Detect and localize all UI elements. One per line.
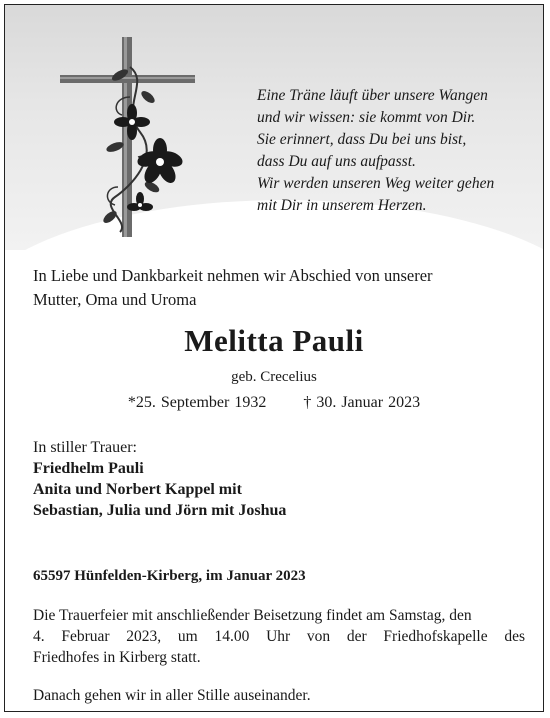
funeral-line: Die Trauerfeier mit anschließender Beisetzung findet am Samstag, den xyxy=(33,607,472,624)
poem-line: und wir wissen: sie kommt von Dir. xyxy=(257,109,476,126)
mourners-heading: In stiller Trauer: xyxy=(33,439,137,456)
funeral-line: 4. Februar 2023, um 14.00 Uhr von der Friedhofskapelle des xyxy=(33,628,525,645)
birth-date: *25. September 1932 xyxy=(127,394,267,411)
closing-text: Danach gehen wir in aller Stille auseinander. xyxy=(33,687,311,704)
poem-line: mit Dir in unserem Herzen. xyxy=(257,197,427,214)
funeral-line: Friedhofes in Kirberg statt. xyxy=(33,649,201,666)
poem-line: Eine Träne läuft über unsere Wangen xyxy=(257,87,488,104)
death-date: † 30. Januar 2023 xyxy=(303,394,421,411)
cross-with-flowers-icon xyxy=(60,37,200,237)
funeral-info xyxy=(33,605,525,668)
intro-line: In Liebe und Dankbarkeit nehmen wir Abschied von unserer xyxy=(33,266,433,285)
place-date: 65597 Hünfelden-Kirberg, im Januar 2023 xyxy=(33,568,306,584)
intro-text xyxy=(33,264,533,312)
maiden-name: geb. Crecelius xyxy=(231,369,317,385)
mourner-name: Sebastian, Julia und Jörn mit Joshua xyxy=(33,502,287,519)
mourners xyxy=(33,437,533,521)
poem-line: Sie erinnert, dass Du bei uns bist, xyxy=(257,131,467,148)
life-dates xyxy=(5,394,543,412)
poem-line: dass Du auf uns aufpasst. xyxy=(257,153,416,170)
deceased-name: Melitta Pauli xyxy=(184,323,364,358)
poem xyxy=(257,85,537,217)
obituary-notice xyxy=(4,4,544,712)
mourner-name: Friedhelm Pauli xyxy=(33,460,144,477)
poem-line: Wir werden unseren Weg weiter gehen xyxy=(257,175,495,192)
mourner-name: Anita und Norbert Kappel mit xyxy=(33,481,242,498)
intro-line: Mutter, Oma und Uroma xyxy=(33,290,197,309)
